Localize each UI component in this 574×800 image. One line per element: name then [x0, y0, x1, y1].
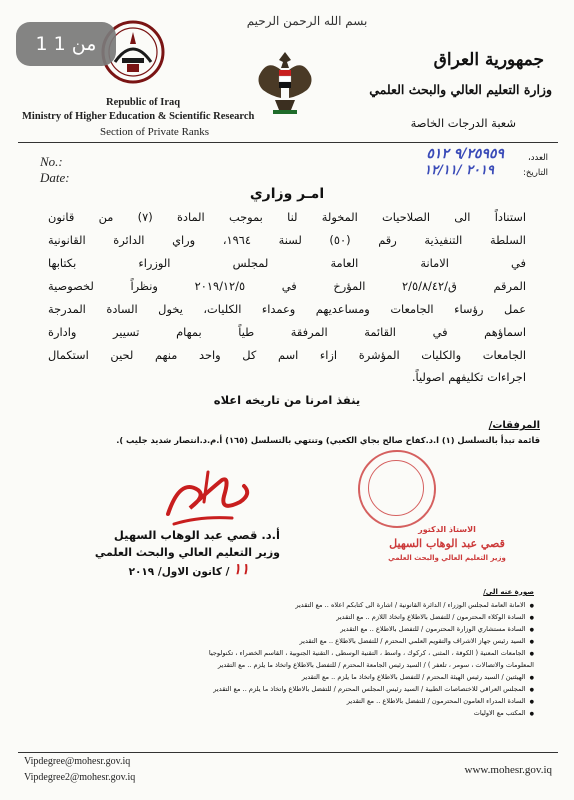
signatory-day-handwritten: ١١	[233, 560, 250, 578]
section-label-en: Section of Private Ranks	[100, 126, 210, 138]
footer-email-2[interactable]: Vipdegree2@mohesr.gov.iq	[24, 772, 136, 783]
page-indicator-badge: 1 من 1	[16, 22, 116, 66]
body-line: في الامانة العامة لمجلس الوزراء بكتابها	[48, 256, 526, 270]
signatory-title: وزير التعليم العالي والبحث العلمي	[94, 546, 280, 559]
cc-heading: صورة عنه الى/	[483, 588, 534, 596]
attachments-label: المرفقات/	[488, 420, 540, 431]
iraq-eagle-emblem	[253, 46, 317, 118]
date-label: Date:	[40, 170, 70, 185]
handwritten-number: ٩/٢٥٩٥٩ ٥١٢	[426, 146, 504, 162]
round-seal	[358, 450, 436, 528]
number-label-ar: العدد،	[527, 153, 548, 163]
body-line: السلطة التنفيذية رقم (٥٠) لسنة ١٩٦٤، وراي الدائرة القانونية	[48, 233, 526, 247]
footer-email-1[interactable]: Vipdegree@mohesr.gov.iq	[24, 756, 131, 767]
footer-divider	[18, 752, 558, 753]
attachments-text: قائمة تبدأ بالتسلسل (١) ا.د.كفاح صالح بجاي الكعبي) وتنتهي بالتسلسل (١٦٥) أ.م.د.انتصار شديد جليب ).	[116, 435, 540, 445]
body-line: عمل رؤساء الجامعات ومساعديهم وعمداء الكليات، يخول السادة المدرجة	[48, 302, 526, 316]
stamp-line-3: وزير التعليم العالي والبحث العلمي	[388, 554, 506, 562]
cc-item: ● الهيئتين / السيد رئيس الهيئة المحترم / للتفضل بالاطلاع واتخاذ ما يلزم .. مع التقدير	[302, 673, 534, 681]
cc-item: ● السيد رئيس جهاز الاشراف والتقويم العلمي المحترم / للتفضل بالاطلاع .. مع التقدير	[300, 637, 534, 645]
cc-item: ● الجامعات المعنية ( الكوفة ، المثنى ، كركوك ، واسط ، التقنية الوسطى ، التقنية الجنوبية ، القاسم الخضراء ، تكنولوجيا	[209, 649, 534, 657]
cc-item: ● المكتب مع الاوليات	[474, 709, 534, 717]
order-title: امـر وزاري	[249, 186, 325, 202]
round-seal-inner	[368, 460, 424, 516]
body-line: المرقم ق/٢/٥/٨/٤٢ المؤرخ في ٢٠١٩/١٢/٥ ونظراً لخصوصية	[48, 279, 527, 293]
signatory-name: أ.د. قصي عبد الوهاب السهيل	[113, 528, 280, 542]
ministry-label-ar: وزارة التعليم العالي والبحث العلمي	[369, 82, 552, 97]
basmala: بسم الله الرحمن الرحيم	[246, 14, 368, 28]
cc-item: ● السادة المدراء العامون المحترمون / للتفضل بالاطلاع .. مع التقدير	[347, 697, 534, 705]
signatory-date: / كانون الاول/ ٢٠١٩	[128, 566, 230, 578]
ministry-label-en: Ministry of Higher Education & Scientific Research	[22, 111, 255, 122]
stamp-line-1: الاستاذ الدكتور	[418, 525, 476, 534]
body-line: استناداً الى الصلاحيات المخولة لنا بموجب المادة (٧) من قانون	[48, 210, 527, 224]
date-label-ar: التاريخ:	[523, 168, 548, 178]
effective-date-line: ينفذ امرنا من تاريخه اعلاه	[213, 393, 361, 407]
section-label-ar: شعبة الدرجات الخاصة	[410, 116, 516, 130]
cc-item: ● السادة الوكلاء المحترمون / للتفضل بالاطلاع واتخاذ اللازم .. مع التقدير	[336, 613, 534, 621]
body-line: اسماؤهم في القائمة المرفقة طياً بمهام تسيير وادارة	[48, 325, 526, 339]
cc-item-continuation: المعلومات والاتصالات ، سومر ، تلعفر ) / السيد رئيس الجامعة المحترم / للتفضل بالاطلاع واتخاذ ما يلزم .. مع التقدير	[217, 661, 534, 669]
signature	[160, 468, 260, 536]
cc-item: ● السادة مستشاري الوزارة المحترمون / للتفضل بالاطلاع .. مع التقدير	[340, 625, 534, 633]
header-divider	[18, 142, 558, 143]
cc-item: ● المجلس العراقي للاختصاصات الطبية / السيد رئيس المجلس المحترم / للتفضل بالاطلاع واتخاذ ما يلزم .. مع التقدير	[213, 685, 534, 693]
handwritten-date: ٢٠١٩ /١٢/١١	[424, 163, 494, 178]
republic-label-en: Republic of Iraq	[106, 97, 181, 108]
stamp-line-2: قصي عبد الوهاب السهيل	[389, 537, 505, 550]
no-label: No.:	[40, 154, 63, 169]
republic-label-ar: جمهورية العراق	[433, 50, 544, 70]
body-line: اجراءات تكليفهم اصولياً.	[411, 370, 526, 384]
cc-item: ● الامانة العامة لمجلس الوزراء / الدائرة القانونية / اشارة الى كتابكم اعلاه .. مع التقدير	[295, 601, 534, 609]
body-line: الجامعات والكليات المؤشرة ازاء اسم كل واحد منهم لحين استكمال	[48, 348, 526, 362]
footer-website[interactable]: www.mohesr.gov.iq	[464, 764, 552, 776]
